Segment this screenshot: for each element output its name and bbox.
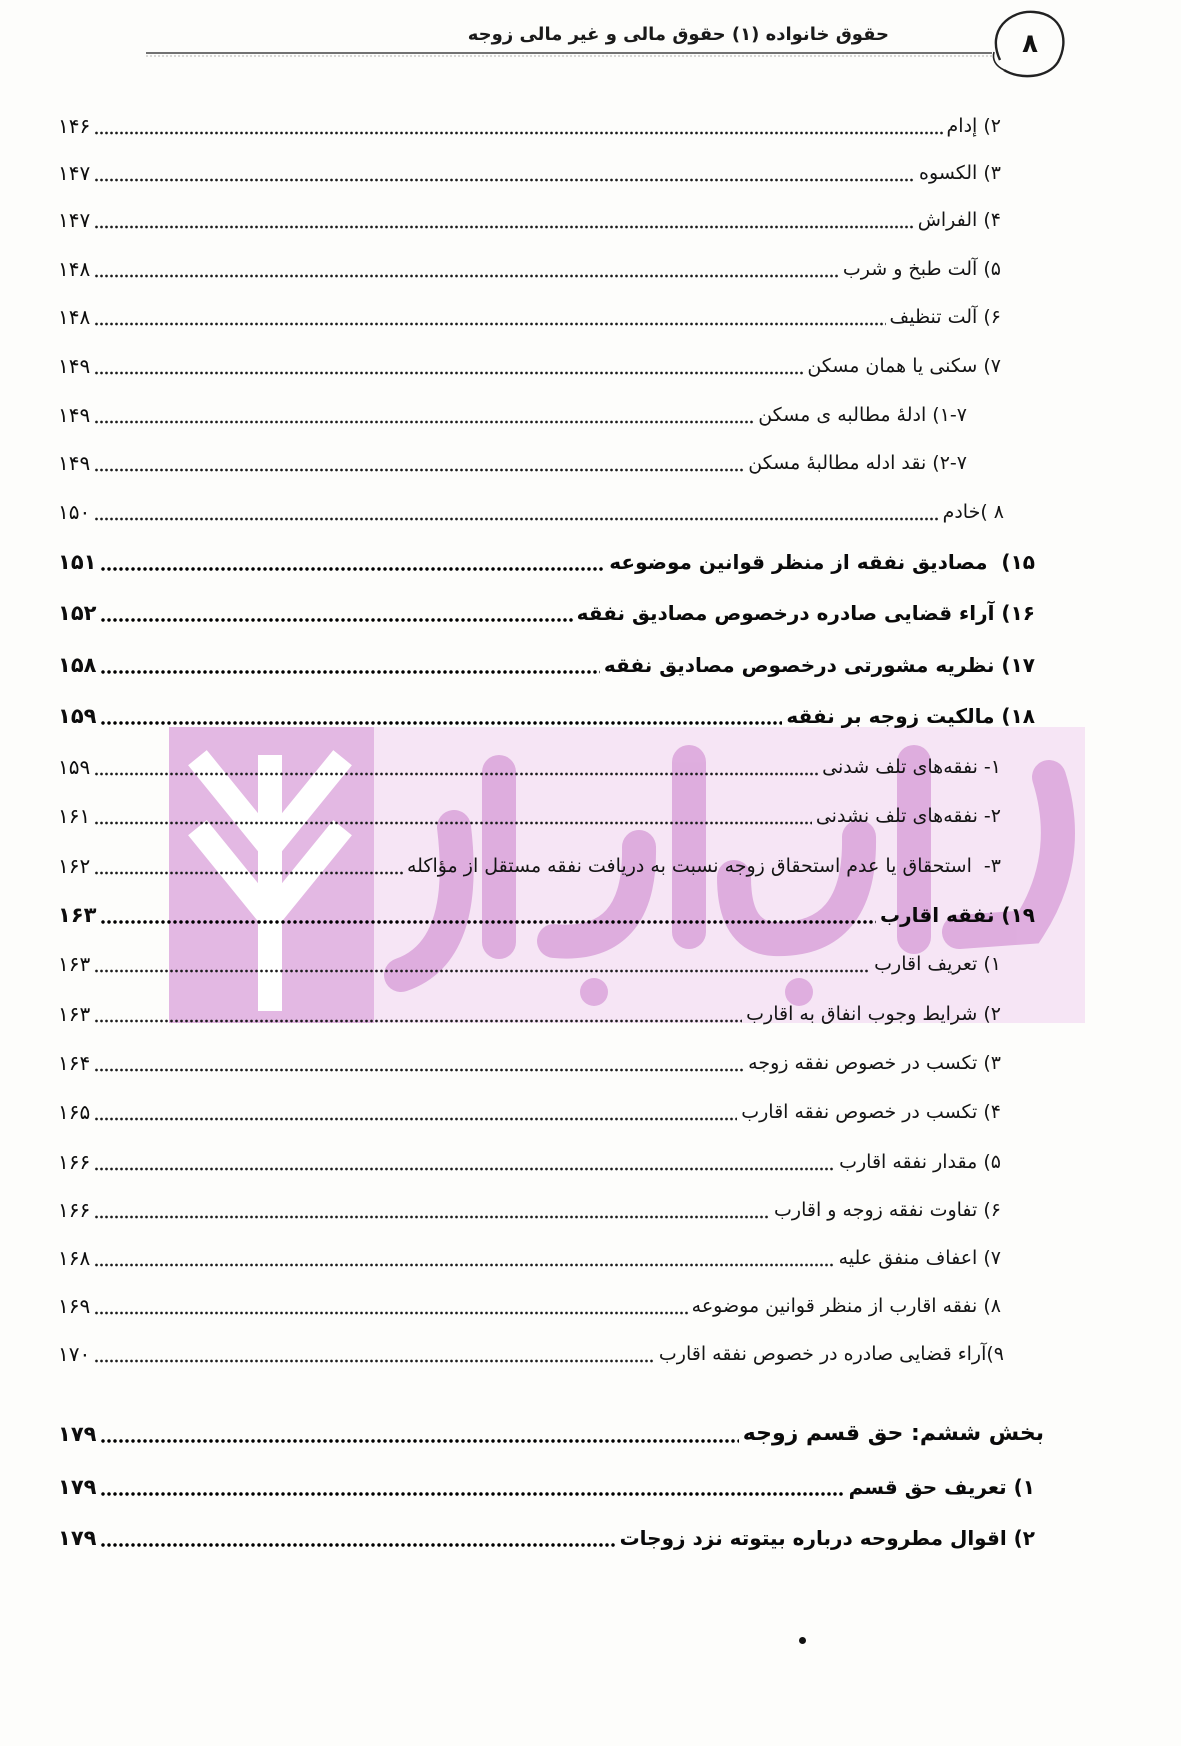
toc-entry-title: ۳) تکسب در خصوص نفقه زوجه — [748, 1052, 1001, 1074]
toc-entry — [58, 1145, 1001, 1179]
dot-leader — [94, 225, 913, 229]
toc-entry-title: ۲- نفقه‌های تلف نشدنی — [815, 805, 1001, 827]
toc-page-number: ۱۴۷ — [58, 208, 91, 232]
toc-page-number: ۱۵۸ — [58, 653, 97, 677]
dot-leader — [100, 721, 782, 725]
dot-leader — [100, 567, 605, 571]
toc-entry — [58, 545, 1035, 579]
toc-entry-title: ۴) تکسب در خصوص نفقه اقارب — [741, 1101, 1001, 1123]
toc-entry-title: ۲) اقوال مطروحه درباره بیتوته نزد زوجات — [619, 1526, 1035, 1550]
section-heading-title: بخش ششم: حق قسم زوجه — [742, 1421, 1044, 1446]
dot-leader — [94, 1359, 655, 1363]
toc-page-number: ۱۶۶ — [58, 1198, 91, 1222]
toc-page-number: ۱۵۰ — [58, 500, 91, 524]
toc-entry — [58, 898, 1035, 932]
toc-entry — [58, 596, 1035, 630]
dot-leader — [94, 131, 942, 135]
toc-page-number: ۱۴۹ — [58, 403, 91, 427]
dot-leader — [100, 618, 572, 622]
toc-entry-title: ۱۵) مصادیق نفقه از منظر قوانین موضوعه — [609, 550, 1035, 574]
toc-page-number: ۱۴۸ — [58, 305, 91, 329]
dot-leader — [94, 1068, 744, 1072]
dot-leader — [100, 920, 876, 924]
dot-leader — [94, 468, 744, 472]
toc-page-number: ۱۶۳ — [58, 1002, 91, 1026]
dot-leader — [94, 274, 839, 278]
toc-entry — [58, 1289, 1001, 1323]
toc-entry-title: ۲) إدام — [946, 115, 1001, 137]
toc-entry-title: ۱- نفقه‌های تلف شدنی — [822, 756, 1001, 778]
toc-page-number: ۱۶۲ — [58, 854, 91, 878]
toc-entry — [58, 349, 1001, 383]
section-heading — [58, 1417, 1044, 1451]
toc-entry-title: ۴) الفراش — [917, 209, 1001, 231]
dot-leader — [100, 1439, 738, 1443]
toc-entry — [58, 398, 967, 432]
dot-leader — [94, 517, 938, 521]
ink-speck — [799, 1637, 806, 1644]
toc-page-number: ۱۷۹ — [58, 1475, 97, 1499]
toc-entry-title: ۱) تعریف اقارب — [874, 953, 1001, 975]
toc-entry-title: ۱۹) نفقه اقارب — [880, 903, 1035, 927]
dot-leader — [94, 1263, 834, 1267]
toc-page-number: ۱۴۶ — [58, 114, 91, 138]
toc-entry-title: ۳- استحقاق یا عدم استحقاق زوجه نسبت به دریافت نفقه مستقل از مؤاکله — [406, 855, 1001, 877]
dot-leader — [100, 1492, 844, 1496]
toc-entry — [58, 947, 1001, 981]
toc-page-number: ۱۶۸ — [58, 1246, 91, 1270]
toc-entry — [58, 156, 1001, 190]
toc-entry — [58, 109, 1001, 143]
toc-entry — [58, 799, 1001, 833]
toc-page-number: ۱۵۹ — [58, 704, 97, 728]
toc-entry-title: ۸) نفقه اقارب از منظر قوانین موضوعه — [691, 1295, 1001, 1317]
dot-leader — [94, 1019, 742, 1023]
toc-page-number: ۱۵۹ — [58, 755, 91, 779]
toc-entry — [58, 495, 1004, 529]
toc-page-number: ۱۴۹ — [58, 451, 91, 475]
toc-entry-title: ۱۷) نظریه مشورتی درخصوص مصادیق نفقه — [603, 653, 1035, 677]
dot-leader — [94, 821, 812, 825]
dot-leader — [94, 322, 885, 326]
toc-page-number: ۱۶۴ — [58, 1051, 91, 1075]
dot-leader — [94, 1215, 770, 1219]
toc-entry-title: ۱۸) مالکیت زوجه بر نفقه — [786, 704, 1035, 728]
toc-entry — [58, 750, 1001, 784]
toc-entry-title: ۸ )خادم — [942, 501, 1004, 523]
toc-entry-title: ۲) شرایط وجوب انفاق به اقارب — [746, 1003, 1001, 1025]
toc-page-number: ۱۶۱ — [58, 804, 91, 828]
toc-entry — [58, 1241, 1001, 1275]
toc-entry-title: ۹)آراء قضایی صادره در خصوص نفقه اقارب — [658, 1343, 1004, 1365]
toc-page-number: ۱۶۶ — [58, 1150, 91, 1174]
running-title: حقوق خانواده (۱) حقوق مالی و غیر مالی زوجه — [467, 24, 889, 45]
toc-entry — [58, 1193, 1001, 1227]
toc-entry-title: ۵) آلت طبخ و شرب — [842, 258, 1001, 280]
toc-entry-title: ۶) آلت تنظیف — [889, 306, 1001, 328]
toc-entry — [58, 699, 1035, 733]
toc-page-number: ۱۵۱ — [58, 550, 97, 574]
toc-entry-title: ۳) الکسوه — [919, 162, 1001, 184]
toc-page-number: ۱۴۸ — [58, 257, 91, 281]
toc-page-number: ۱۴۹ — [58, 354, 91, 378]
toc-entry — [58, 648, 1035, 682]
toc-page-number: ۱۶۹ — [58, 1294, 91, 1318]
dot-leader — [94, 178, 915, 182]
toc-entry-title: ۱) تعریف حق قسم — [848, 1475, 1035, 1499]
toc-page-number: ۱۶۳ — [58, 903, 97, 927]
dot-leader — [94, 371, 803, 375]
page-number: ۸ — [1022, 29, 1038, 59]
toc-entry-title: ۵) مقدار نفقه اقارب — [839, 1151, 1001, 1173]
toc-entry-title: ۲-۷) نقد ادله مطالبهٔ مسکن — [748, 452, 967, 474]
toc-entry-title: ۷) سکنی یا همان مسکن — [807, 355, 1001, 377]
toc-entry — [58, 300, 1001, 334]
toc-page-number: ۱۷۰ — [58, 1342, 91, 1366]
toc-entry — [58, 1470, 1035, 1504]
toc-entry — [58, 252, 1001, 286]
toc-page-number: ۱۶۳ — [58, 952, 91, 976]
toc-page-number: ۱۷۹ — [58, 1422, 97, 1446]
toc-entry — [58, 446, 967, 480]
dot-leader — [94, 871, 403, 875]
toc-page-number: ۱۵۲ — [58, 601, 97, 625]
dot-leader — [94, 772, 818, 776]
toc-entry-title: ۱-۷) ادلهٔ مطالبه ی مسکن — [758, 404, 967, 426]
dot-leader — [94, 969, 870, 973]
toc-page-number: ۱۴۷ — [58, 161, 91, 185]
dot-leader — [100, 1543, 615, 1547]
toc-entry-title: ۷) اعفاف منفق علیه — [838, 1247, 1001, 1269]
toc-entry — [58, 1521, 1035, 1555]
dot-leader — [100, 670, 599, 674]
toc-entry — [58, 1095, 1001, 1129]
toc-page-number: ۱۷۹ — [58, 1526, 97, 1550]
toc-entry — [58, 1046, 1001, 1080]
toc-entry — [58, 849, 1001, 883]
toc-entry-title: ۱۶) آراء قضایی صادره درخصوص مصادیق نفقه — [576, 601, 1035, 625]
toc-entry — [58, 203, 1001, 237]
toc-entry — [58, 1337, 1004, 1371]
dot-leader — [94, 1167, 835, 1171]
toc-page-number: ۱۶۵ — [58, 1100, 91, 1124]
toc-entry-title: ۶) تفاوت نفقه زوجه و اقارب — [774, 1199, 1001, 1221]
dot-leader — [94, 1311, 687, 1315]
dot-leader — [94, 1117, 737, 1121]
dot-leader — [94, 420, 754, 424]
toc-entry — [58, 997, 1001, 1031]
